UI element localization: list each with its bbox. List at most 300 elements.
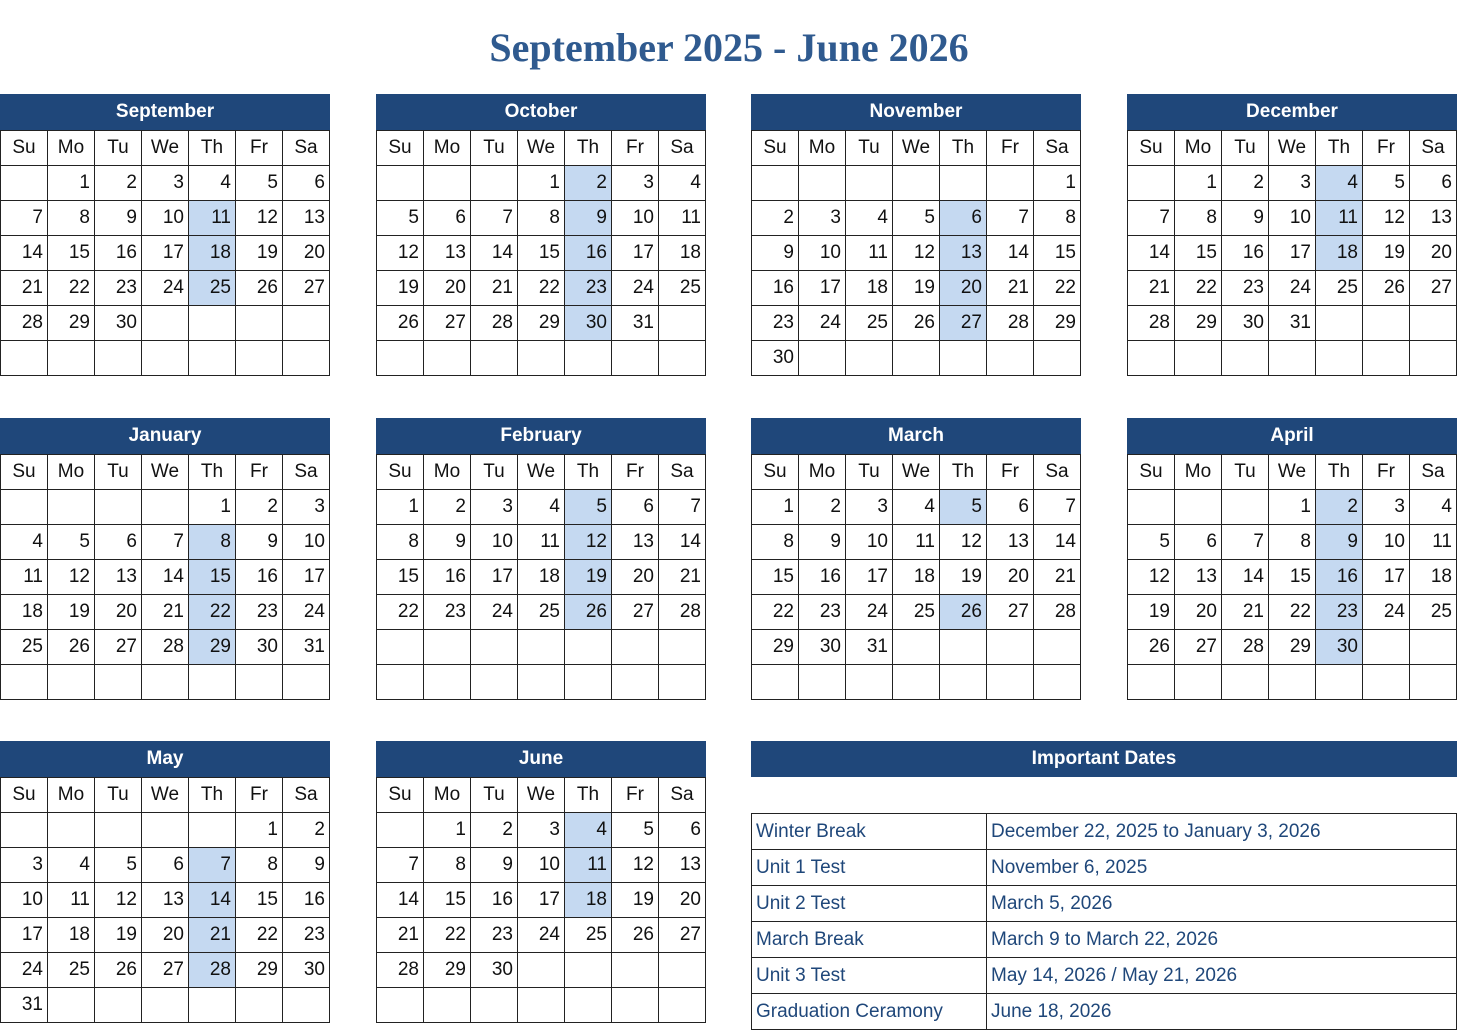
weekday-label: Mo [48,131,95,166]
day-cell: 5 [1128,525,1175,560]
day-cell: 26 [612,918,659,953]
weekday-row [1128,455,1457,490]
day-cell: 28 [659,595,706,630]
day-cell: 9 [799,525,846,560]
day-cell: 14 [1,236,48,271]
week-row [752,306,1081,341]
day-cell: 21 [471,271,518,306]
day-cell: 2 [1222,166,1269,201]
week-row [1,236,330,271]
empty-day-cell [659,306,706,341]
day-cell: 18 [659,236,706,271]
day-cell: 9 [95,201,142,236]
empty-day-cell [940,341,987,376]
empty-day-cell [1410,341,1457,376]
empty-day-cell [518,953,565,988]
day-cell: 30 [1222,306,1269,341]
weekday-label: Fr [987,131,1034,166]
day-cell: 17 [283,560,330,595]
day-cell: 28 [377,953,424,988]
important-date-row [752,814,1457,850]
weekday-label: Mo [799,131,846,166]
empty-day-cell [424,341,471,376]
empty-day-cell [846,166,893,201]
week-row [1,918,330,953]
day-cell: 24 [612,271,659,306]
month-table [0,777,330,1023]
day-cell: 11 [659,201,706,236]
day-cell: 1 [189,490,236,525]
day-cell: 6 [1175,525,1222,560]
weekday-row [752,455,1081,490]
day-cell: 16 [471,883,518,918]
week-row [377,490,706,525]
event-date: May 14, 2026 / May 21, 2026 [987,958,1457,994]
day-cell: 28 [189,953,236,988]
weekday-label: Tu [95,131,142,166]
empty-day-cell [142,665,189,700]
empty-day-cell [518,665,565,700]
empty-day-cell [565,988,612,1023]
empty-day-cell [799,341,846,376]
empty-day-cell [236,665,283,700]
day-cell: 31 [846,630,893,665]
day-cell: 20 [95,595,142,630]
day-cell: 10 [471,525,518,560]
event-date: November 6, 2025 [987,850,1457,886]
day-cell: 9 [424,525,471,560]
month-header: November [751,94,1081,130]
day-cell: 15 [752,560,799,595]
day-cell: 23 [95,271,142,306]
month-table [376,130,706,376]
important-date-row [752,886,1457,922]
empty-day-cell [1,166,48,201]
day-cell: 22 [518,271,565,306]
day-cell: 18 [48,918,95,953]
day-cell: 11 [565,848,612,883]
day-cell: 29 [1034,306,1081,341]
weekday-label: Su [752,131,799,166]
week-row [1,813,330,848]
important-date-row [752,958,1457,994]
day-cell: 5 [940,490,987,525]
day-cell: 8 [236,848,283,883]
day-cell: 23 [1316,595,1363,630]
empty-day-cell [987,665,1034,700]
weekday-label: Th [565,455,612,490]
day-cell: 7 [1222,525,1269,560]
weekday-label: Su [377,131,424,166]
day-cell: 13 [424,236,471,271]
day-cell: 18 [1,595,48,630]
empty-day-cell [142,306,189,341]
empty-day-cell [565,630,612,665]
month-table [376,454,706,700]
day-cell: 17 [1,918,48,953]
day-cell: 30 [95,306,142,341]
empty-day-cell [659,665,706,700]
weekday-label: We [518,131,565,166]
day-cell: 31 [283,630,330,665]
empty-day-cell [236,306,283,341]
day-cell: 24 [518,918,565,953]
empty-day-cell [1,813,48,848]
weekday-label: We [142,778,189,813]
week-row [1,525,330,560]
day-cell: 30 [283,953,330,988]
day-cell: 6 [283,166,330,201]
week-row [377,201,706,236]
week-row [377,988,706,1023]
day-cell: 5 [95,848,142,883]
empty-day-cell [1128,341,1175,376]
day-cell: 3 [1,848,48,883]
week-row [1,490,330,525]
week-row [1,630,330,665]
weekday-label: Mo [1175,131,1222,166]
day-cell: 28 [1,306,48,341]
empty-day-cell [142,988,189,1023]
empty-day-cell [1175,665,1222,700]
day-cell: 13 [142,883,189,918]
empty-day-cell [846,341,893,376]
day-cell: 23 [1222,271,1269,306]
empty-day-cell [565,953,612,988]
month-table [376,777,706,1023]
day-cell: 2 [799,490,846,525]
week-row [1128,560,1457,595]
page-title: September 2025 - June 2026 [489,25,969,70]
day-cell: 9 [283,848,330,883]
day-cell: 12 [940,525,987,560]
day-cell: 2 [283,813,330,848]
event-name: Graduation Ceramony [752,994,987,1030]
weekday-label: Mo [424,455,471,490]
month-february [376,418,706,700]
day-cell: 4 [1316,166,1363,201]
day-cell: 18 [189,236,236,271]
day-cell: 25 [1,630,48,665]
day-cell: 1 [1269,490,1316,525]
day-cell: 10 [518,848,565,883]
empty-day-cell [1269,341,1316,376]
weekday-row [377,778,706,813]
week-row [377,236,706,271]
day-cell: 11 [893,525,940,560]
day-cell: 1 [424,813,471,848]
empty-day-cell [1,665,48,700]
week-row [752,490,1081,525]
day-cell: 13 [940,236,987,271]
weekday-label: Th [940,455,987,490]
day-cell: 5 [377,201,424,236]
day-cell: 16 [752,271,799,306]
month-january [0,418,330,700]
day-cell: 7 [659,490,706,525]
day-cell: 7 [471,201,518,236]
day-cell: 21 [1,271,48,306]
day-cell: 10 [1269,201,1316,236]
day-cell: 2 [236,490,283,525]
day-cell: 8 [1175,201,1222,236]
empty-day-cell [987,341,1034,376]
empty-day-cell [1128,665,1175,700]
event-date: December 22, 2025 to January 3, 2026 [987,814,1457,850]
empty-day-cell [48,988,95,1023]
empty-day-cell [236,988,283,1023]
week-row [1128,201,1457,236]
day-cell: 8 [752,525,799,560]
day-cell: 21 [1128,271,1175,306]
empty-day-cell [471,665,518,700]
day-cell: 1 [48,166,95,201]
day-cell: 15 [1175,236,1222,271]
empty-day-cell [1,490,48,525]
empty-day-cell [142,813,189,848]
empty-day-cell [471,988,518,1023]
day-cell: 13 [659,848,706,883]
day-cell: 23 [283,918,330,953]
day-cell: 26 [377,306,424,341]
day-cell: 15 [424,883,471,918]
day-cell: 20 [612,560,659,595]
day-cell: 22 [1269,595,1316,630]
day-cell: 14 [987,236,1034,271]
day-cell: 26 [565,595,612,630]
day-cell: 30 [565,306,612,341]
empty-day-cell [95,988,142,1023]
day-cell: 2 [424,490,471,525]
day-cell: 12 [377,236,424,271]
weekday-label: Su [1128,131,1175,166]
weekday-label: Su [1128,455,1175,490]
week-row [1,848,330,883]
event-name: March Break [752,922,987,958]
day-cell: 21 [1034,560,1081,595]
week-row [752,271,1081,306]
empty-day-cell [1128,166,1175,201]
weekday-label: Sa [283,131,330,166]
empty-day-cell [1,341,48,376]
month-header: March [751,418,1081,454]
day-cell: 26 [1128,630,1175,665]
weekday-label: Fr [612,131,659,166]
week-row [377,813,706,848]
week-row [1128,595,1457,630]
weekday-label: Th [565,778,612,813]
week-row [1,665,330,700]
day-cell: 27 [659,918,706,953]
day-cell: 15 [1034,236,1081,271]
day-cell: 1 [518,166,565,201]
day-cell: 5 [236,166,283,201]
weekday-label: We [1269,455,1316,490]
day-cell: 6 [424,201,471,236]
day-cell: 29 [752,630,799,665]
empty-day-cell [799,665,846,700]
day-cell: 20 [142,918,189,953]
day-cell: 16 [236,560,283,595]
week-row [377,883,706,918]
empty-day-cell [565,341,612,376]
day-cell: 3 [283,490,330,525]
empty-day-cell [893,166,940,201]
day-cell: 25 [893,595,940,630]
day-cell: 23 [236,595,283,630]
day-cell: 28 [1222,630,1269,665]
month-june [376,741,706,1023]
day-cell: 6 [95,525,142,560]
day-cell: 10 [1,883,48,918]
day-cell: 19 [565,560,612,595]
day-cell: 29 [189,630,236,665]
day-cell: 14 [142,560,189,595]
day-cell: 5 [565,490,612,525]
day-cell: 6 [659,813,706,848]
day-cell: 23 [471,918,518,953]
day-cell: 31 [612,306,659,341]
day-cell: 16 [283,883,330,918]
empty-day-cell [659,341,706,376]
weekday-label: Th [189,131,236,166]
week-row [752,630,1081,665]
day-cell: 14 [189,883,236,918]
day-cell: 22 [1034,271,1081,306]
day-cell: 9 [236,525,283,560]
day-cell: 4 [1,525,48,560]
empty-day-cell [846,665,893,700]
week-row [1128,236,1457,271]
day-cell: 19 [236,236,283,271]
day-cell: 21 [377,918,424,953]
month-october [376,94,706,376]
day-cell: 1 [1034,166,1081,201]
empty-day-cell [518,341,565,376]
weekday-label: Th [1316,131,1363,166]
weekday-row [377,455,706,490]
weekday-label: Tu [471,778,518,813]
day-cell: 28 [1034,595,1081,630]
day-cell: 13 [95,560,142,595]
day-cell: 3 [1363,490,1410,525]
day-cell: 27 [612,595,659,630]
week-row [752,201,1081,236]
empty-day-cell [377,813,424,848]
day-cell: 3 [471,490,518,525]
day-cell: 6 [940,201,987,236]
event-date: March 9 to March 22, 2026 [987,922,1457,958]
day-cell: 1 [377,490,424,525]
empty-day-cell [1034,341,1081,376]
weekday-label: Sa [1410,131,1457,166]
empty-day-cell [1410,630,1457,665]
weekday-label: Sa [1034,131,1081,166]
weekday-label: Fr [236,131,283,166]
day-cell: 12 [236,201,283,236]
empty-day-cell [424,630,471,665]
empty-day-cell [612,630,659,665]
empty-day-cell [1363,665,1410,700]
empty-day-cell [1034,630,1081,665]
empty-day-cell [48,665,95,700]
empty-day-cell [659,630,706,665]
empty-day-cell [1222,490,1269,525]
day-cell: 7 [377,848,424,883]
week-row [377,665,706,700]
weekday-label: Mo [1175,455,1222,490]
important-date-row [752,994,1457,1030]
weekday-label: Sa [659,455,706,490]
event-name: Unit 1 Test [752,850,987,886]
weekday-label: Sa [283,778,330,813]
empty-day-cell [189,988,236,1023]
day-cell: 13 [987,525,1034,560]
day-cell: 4 [893,490,940,525]
day-cell: 28 [471,306,518,341]
week-row [377,918,706,953]
day-cell: 1 [752,490,799,525]
day-cell: 8 [518,201,565,236]
weekday-label: Mo [48,778,95,813]
empty-day-cell [283,988,330,1023]
weekday-label: Sa [659,131,706,166]
day-cell: 9 [1316,525,1363,560]
day-cell: 21 [1222,595,1269,630]
week-row [1128,306,1457,341]
day-cell: 20 [659,883,706,918]
day-cell: 25 [518,595,565,630]
day-cell: 30 [799,630,846,665]
day-cell: 17 [1269,236,1316,271]
weekday-label: Tu [471,131,518,166]
day-cell: 12 [565,525,612,560]
day-cell: 10 [283,525,330,560]
day-cell: 30 [236,630,283,665]
week-row [752,341,1081,376]
weekday-label: Fr [236,455,283,490]
empty-day-cell [518,630,565,665]
day-cell: 7 [189,848,236,883]
day-cell: 26 [893,306,940,341]
empty-day-cell [893,630,940,665]
day-cell: 4 [659,166,706,201]
month-table [1127,130,1457,376]
weekday-row [1,455,330,490]
day-cell: 12 [893,236,940,271]
event-date: June 18, 2026 [987,994,1457,1030]
day-cell: 24 [846,595,893,630]
day-cell: 15 [48,236,95,271]
day-cell: 18 [518,560,565,595]
day-cell: 25 [189,271,236,306]
day-cell: 12 [1363,201,1410,236]
day-cell: 24 [283,595,330,630]
day-cell: 2 [752,201,799,236]
day-cell: 10 [142,201,189,236]
day-cell: 8 [189,525,236,560]
day-cell: 11 [189,201,236,236]
empty-day-cell [940,630,987,665]
week-row [1,953,330,988]
day-cell: 30 [471,953,518,988]
day-cell: 24 [1363,595,1410,630]
day-cell: 18 [846,271,893,306]
week-row [1128,630,1457,665]
week-row [1,595,330,630]
day-cell: 16 [1316,560,1363,595]
day-cell: 5 [612,813,659,848]
